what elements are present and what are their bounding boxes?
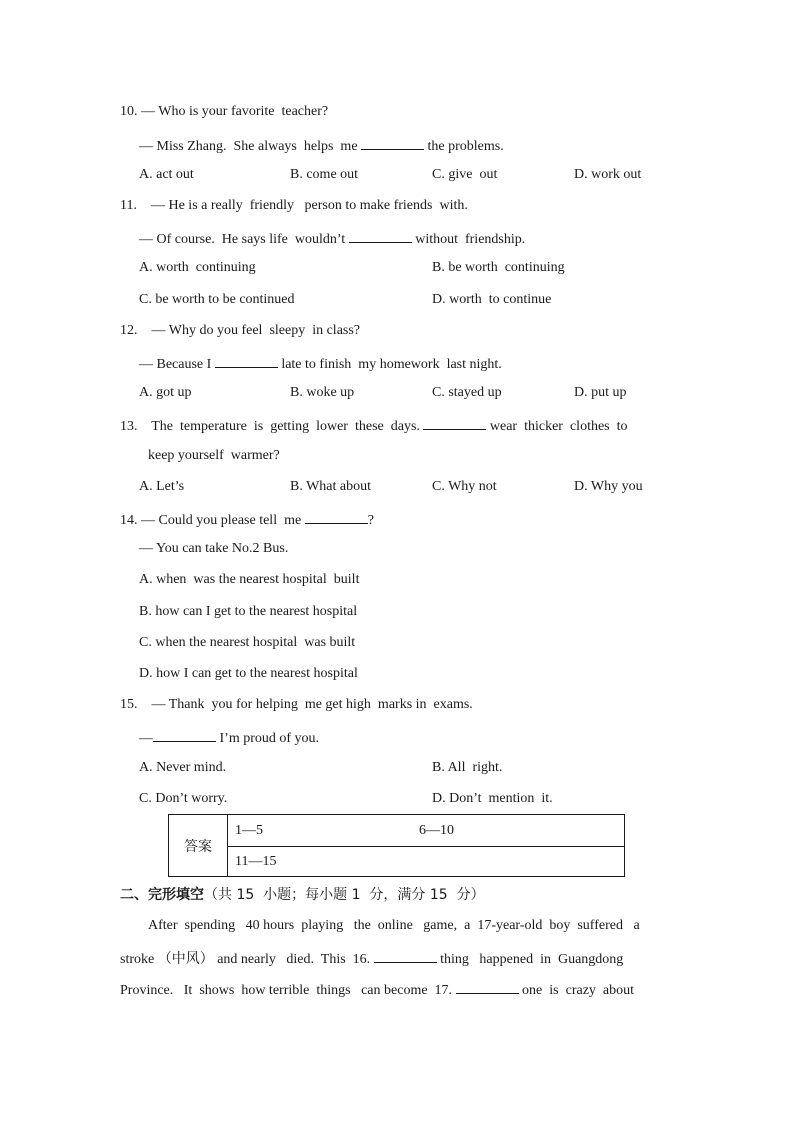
answer-blank — [305, 509, 368, 524]
option-a: A. worth continuing — [139, 260, 256, 275]
option-a: A. when was the nearest hospital built — [139, 572, 360, 587]
dialog-text: without friendship. — [415, 232, 526, 247]
option-c: C. Don’t worry. — [139, 791, 228, 806]
option-a: A. Let’s — [139, 479, 185, 494]
option-b: B. come out — [290, 167, 359, 182]
option-c: C. when the nearest hospital was built — [139, 635, 356, 650]
answer-table-label: 答案 — [169, 815, 228, 876]
question-text: — Could you please tell me — [141, 513, 302, 528]
option-b: B. What about — [290, 479, 372, 494]
option-b: B. be worth continuing — [432, 260, 565, 275]
passage-line-2 — [120, 948, 623, 969]
answer-blank — [423, 415, 486, 430]
answer-row-2 — [228, 846, 624, 876]
question-text: — Who is your favorite teacher? — [141, 104, 329, 119]
answer-range-11-15: 11—15 — [235, 854, 277, 869]
option-d: D. Why you — [574, 479, 643, 494]
question-text: — He is a really friendly person to make friends with. — [150, 198, 468, 213]
question-15-stem — [120, 696, 473, 714]
option-c: C. Why not — [432, 479, 497, 494]
question-10-stem — [120, 103, 328, 121]
question-11-stem — [120, 197, 468, 215]
option-d: D. work out — [574, 167, 642, 182]
answer-row-1 — [228, 815, 624, 847]
section-heading — [120, 884, 485, 904]
question-number: 13. — [120, 419, 138, 434]
passage-text: one is crazy about — [522, 983, 635, 998]
section-scoring: （共 15 小题；每小题 1 分，满分 15 分） — [204, 887, 485, 903]
dialog-text: — Of course. He says life wouldn’t — [139, 232, 346, 247]
question-11-dialog — [139, 228, 525, 249]
question-12-stem — [120, 322, 360, 340]
option-a: A. Never mind. — [139, 760, 227, 775]
question-number: 12. — [120, 323, 138, 338]
answer-blank-17 — [456, 979, 519, 994]
option-d: D. Don’t mention it. — [432, 791, 553, 806]
question-13-continuation: keep yourself warmer? — [148, 448, 280, 463]
question-number: 11. — [120, 198, 137, 213]
option-c: C. give out — [432, 167, 498, 182]
option-c: C. stayed up — [432, 385, 502, 400]
question-number: 14. — [120, 513, 138, 528]
question-number: 15. — [120, 697, 138, 712]
option-a: A. got up — [139, 385, 192, 400]
passage-text: Province. It shows how terrible things can become 17. — [120, 983, 453, 998]
dialog-text: I’m proud of you. — [219, 731, 320, 746]
question-text: — Why do you feel sleepy in class? — [151, 323, 361, 338]
question-14-dialog: — You can take No.2 Bus. — [139, 541, 289, 556]
answer-blank — [215, 353, 278, 368]
answer-table — [168, 814, 625, 877]
question-14-stem — [120, 509, 374, 530]
option-b: B. All right. — [432, 760, 503, 775]
question-text: — Thank you for helping me get high marks in exams. — [151, 697, 473, 712]
passage-text: and nearly died. This 16. — [217, 952, 371, 967]
dialog-text: — Because I — [139, 357, 212, 372]
option-a: A. act out — [139, 167, 194, 182]
option-b: B. how can I get to the nearest hospital — [139, 604, 358, 619]
question-text: The temperature is getting lower these days. — [151, 419, 420, 434]
passage-gloss: （中风） — [157, 951, 214, 967]
question-number: 10. — [120, 104, 138, 119]
question-12-dialog — [139, 353, 502, 374]
option-d: D. how I can get to the nearest hospital — [139, 666, 358, 681]
answer-blank — [349, 228, 412, 243]
option-d: D. put up — [574, 385, 627, 400]
section-title: 二、完形填空 — [120, 887, 204, 903]
passage-line-1: After spending 40 hours playing the online game, a 17-year-old boy suffered a — [148, 918, 640, 933]
option-b: B. woke up — [290, 385, 355, 400]
passage-text: thing happened in Guangdong — [440, 952, 624, 967]
option-c: C. be worth to be continued — [139, 292, 295, 307]
question-10-dialog — [139, 135, 504, 156]
passage-line-3 — [120, 979, 634, 1000]
answer-blank-16 — [374, 948, 437, 963]
question-text: wear thicker clothes to — [489, 419, 628, 434]
question-mark: ? — [367, 513, 374, 528]
dialog-text: late to finish my homework last night. — [281, 357, 502, 372]
dialog-dash: — — [139, 731, 153, 746]
answer-blank — [153, 727, 216, 742]
answer-range-6-10: 6—10 — [419, 823, 454, 838]
question-15-dialog — [139, 727, 319, 748]
question-13-stem — [120, 415, 628, 436]
dialog-text: — Miss Zhang. She always helps me — [139, 139, 358, 154]
passage-text: stroke — [120, 952, 155, 967]
answer-blank — [361, 135, 424, 150]
dialog-text: the problems. — [427, 139, 504, 154]
answer-range-1-5: 1—5 — [235, 823, 263, 838]
option-d: D. worth to continue — [432, 292, 552, 307]
